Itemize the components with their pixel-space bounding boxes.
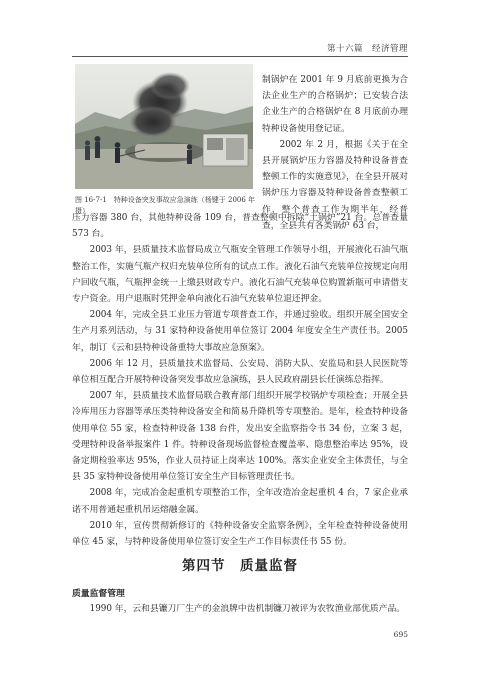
paragraph-continued: 制锅炉在 2001 年 9 月底前更换为合法企业生产的合格锅炉；已安装合法企业生产的合格锅炉在 8 月底前办理特种设备使用登记证。 [262,75,408,134]
paragraph-2008: 2008 年，完成冶金起重机专项整治工作，全年改造冶金起重机 4 台，7 家企业承诺不用普通起重机吊运熔融金属。 [72,488,408,515]
paragraph-2006: 2006 年 12 月，县质量技术监督局、公安局、消防大队、安监局和县人民医院等单位相互配合开展特种设备突发事故应急演练，县人民政府副县长任演练总指挥。 [72,358,408,386]
section-title: 第四节 质量监督 [182,558,298,574]
paragraph-2004: 2004 年，完成全县工业压力管道专项普查工作，并通过验收。组织开展全国安全生产月系列活动，与 31 家特种设备使用单位签订 2004 年度安全生产责任书。2005 年，制订《云和县特种设备重特大事故应急预案》。 [72,310,408,353]
paragraph-continuation: 压力容器 380 台，其他特种设备 109 台，普查整顿中拆除“土锅炉”21 台。总普查量 573 台。 [72,213,408,240]
header-rule [72,56,408,57]
figure-caption: 图 16-7-1 特种设备突发事故应急演练（杨键于 2006 年摄） [75,196,256,215]
paragraph-2010: 2010 年，宣传贯彻新修订的《特种设备安全监察条例》，全年检查特种设备使用单位 45 家，与特种设备使用单位签订安全生产工作目标责任书 55 份。 [72,520,408,548]
subsection-title: 质量监督管理 [72,589,125,599]
running-header: 第十六篇 经济管理 [326,44,408,54]
paragraph-1990: 1990 年，云和县镰刀厂生产的金浪牌中齿机制镰刀被评为农牧渔业部优质产品。 [89,604,406,614]
paragraph-2003: 2003 年，县质量技术监督局成立气瓶安全管理工作领导小组，开展液化石油气瓶整治工作，实施气瓶产权归充装单位所有的试点工作。液化石油气充装单位按规定向用户回收气瓶，气瓶押金统一上缴县财政专户。液化石油气充装单位购置新瓶可申请借支专户资金。用户退瓶时凭押金单向液化石油气充装单位退还押金。 [72,245,408,305]
paragraph-2002: 2002 年 2 月，根据《关于在全县开展锅炉压力容器及特种设备普查整顿工作的实施意见》，在全县开展对锅炉压力容器及特种设备普查整顿工作，整个普查工作为期半年，经普查，全县共有各类锅炉 63 台， [262,139,408,231]
body-text [72,210,408,550]
emergency-drill-photo-illustration [75,64,253,189]
page-number: 695 [393,630,408,639]
figure-photo [75,64,253,189]
paragraph-2007: 2007 年，县质量技术监督局联合教育部门组织开展学校锅炉专项检查；开展全县冷库用压力容器等承压类特种设备安全和简易升降机等专项整治。是年，检查特种设备使用单位 55 家，检查特种设备 138 台件，发出安全监察指令书 34 份，立案 3 起，受理特种设备举报案件 1 件。特种设备现场监督检查覆盖率、隐患整治率达 95%，设备定期检验率达 95%，作业人员持证上岗率达 100%。落实企业安全主体责任，与全县 35 家特种设备使用单位签订安全生产目标管理责任书。 [72,391,408,483]
subsection-body [72,601,408,617]
